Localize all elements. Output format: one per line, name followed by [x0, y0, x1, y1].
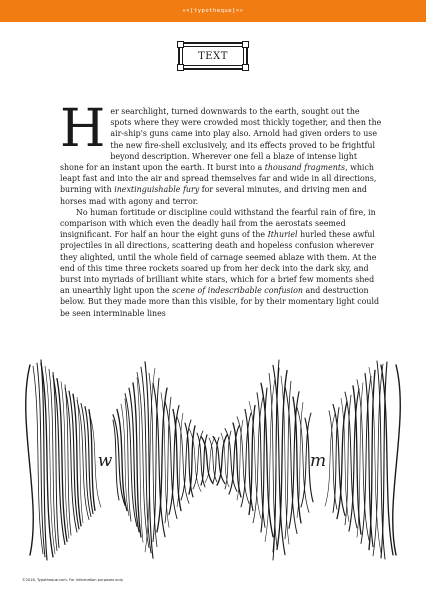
- brand-logo[interactable]: «×[typotheque]×»: [182, 8, 244, 14]
- flourish-stroke: [333, 408, 339, 513]
- flourish-stroke: [345, 395, 351, 525]
- text-run: , which leapt fast and into the air and spread themselves far and wide in all directions, burning with: [60, 163, 377, 195]
- ornament-glyph-right: m: [309, 451, 327, 471]
- paragraph-2: [60, 207, 382, 319]
- italic-run: thousand fragments: [264, 163, 346, 173]
- flourish-stroke: [33, 366, 43, 554]
- flourish-stroke: [369, 370, 375, 549]
- flourish-stroke: [113, 420, 119, 500]
- text-run: and destruction below. But they made more than this visible, for by their momentary light could be seen interminable lines: [60, 286, 380, 318]
- flourish-stroke: [237, 420, 243, 500]
- drop-cap: H: [60, 99, 106, 159]
- frame-corner-ornament: [242, 64, 249, 71]
- section-title: TEXT: [194, 51, 232, 62]
- footer-note: ©2016, Typotheque.com. For information purposes only.: [22, 578, 124, 582]
- italic-run: Ithuriel: [267, 230, 298, 240]
- flourish-stroke: [373, 364, 383, 556]
- flourish-strokes: [26, 360, 401, 560]
- flourish-curl: [26, 365, 34, 555]
- flourish-stroke: [145, 368, 155, 552]
- flourish-stroke: [357, 383, 363, 537]
- flourish-stroke: [137, 378, 143, 543]
- flourish-stroke: [193, 431, 203, 489]
- flourish-stroke: [325, 414, 335, 506]
- text-run: for several minutes, and driving men and horses mad with agony and terror.: [60, 185, 367, 206]
- text-run: hurled these awful projectiles in all directions, scattering death and hopeless confusion wherever they alighted, until the whole field of carnage seemed ablaze with them. At the end of this time three rockets soared up from her deck into the dark sky, and burst into myriads of brilliant white stars, which for a brief few moments shed an unearthly light upon the: [60, 230, 377, 296]
- article-body: [60, 99, 382, 319]
- section-title-frame: [178, 42, 248, 70]
- calligraphic-flourish-ornament: [0, 345, 426, 575]
- frame-corner-ornament: [242, 41, 249, 48]
- flourish-stroke: [249, 406, 255, 515]
- header-bar: [0, 0, 426, 22]
- ornament-glyph-left: w: [97, 451, 113, 471]
- text-run: er searchlight, turned downwards to the earth, sought out the spots where they were crowded most thickly together, and then the air-ship's guns came into play also. Arnold had given orders to use the new fire-shell exclusively, and its effects proved to be frightful beyond description. Wherever one fell a blaze of intense light shone for an instant upon the earth. It burst into a: [60, 107, 382, 173]
- flourish-curl: [393, 365, 401, 555]
- italic-run: inextinguishable fury: [114, 185, 200, 195]
- italic-run: scene of indescribable confusion: [172, 286, 303, 296]
- text-run: No human fortitude or discipline could withstand the fearful rain of fire, in comparison with which even the deadly hail from the aerostats seemed insignificant. For half an hour the eight guns of the: [60, 207, 376, 240]
- flourish-stroke: [225, 431, 231, 489]
- flourish-stroke: [261, 388, 267, 532]
- frame-corner-ornament: [177, 64, 184, 71]
- paragraph-1: [60, 99, 382, 207]
- flourish-stroke: [213, 437, 219, 482]
- frame-corner-ornament: [177, 41, 184, 48]
